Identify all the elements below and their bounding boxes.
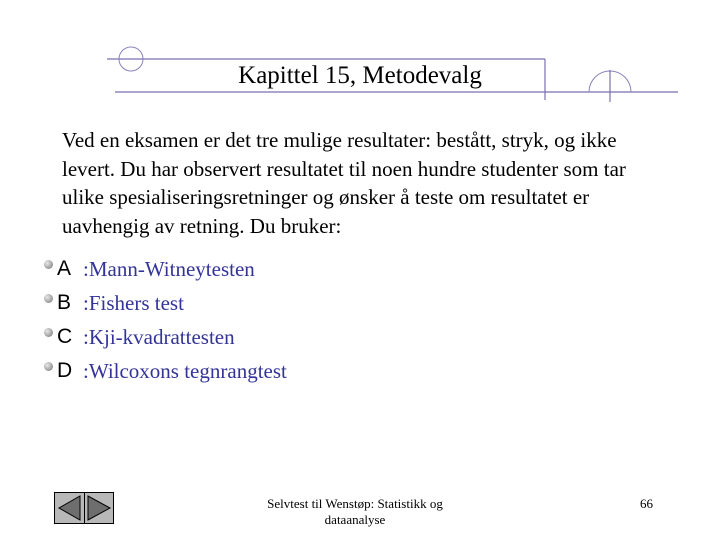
previous-slide-button[interactable]	[54, 492, 85, 524]
bullet-icon	[44, 294, 53, 303]
bullet-icon	[44, 328, 53, 337]
slide-navigation	[54, 492, 114, 522]
answer-options	[44, 252, 287, 388]
option-c[interactable]	[44, 320, 287, 354]
option-text: :Wilcoxons tegnrangtest	[83, 358, 287, 383]
option-text: :Fishers test	[83, 290, 184, 315]
footer-text	[245, 496, 465, 528]
option-letter: B	[57, 291, 72, 314]
question-text: Ved en eksamen er det tre mulige resultater: bestått, stryk, og ikke levert. Du har observert resultatet til noen hundre studenter som tar ulike spesialiseringsretninger og ønsker å teste om resultatet er uavhengig av retning. Du bruker:	[62, 128, 626, 238]
right-triangle-icon	[85, 493, 114, 523]
next-slide-button[interactable]	[85, 492, 115, 524]
option-d[interactable]	[44, 354, 287, 388]
title-decoration	[0, 0, 720, 120]
option-letter: A	[57, 257, 72, 280]
bullet-icon	[44, 362, 53, 371]
option-text: :Kji-kvadrattesten	[83, 324, 235, 349]
footer-line-1: Selvtest til Wenstøp: Statistikk og	[267, 496, 443, 511]
left-triangle-icon	[55, 493, 84, 523]
option-text: :Mann-Witneytesten	[83, 256, 255, 281]
slide-title: Kapittel 15, Metodevalg	[238, 62, 482, 89]
bullet-icon	[44, 260, 53, 269]
footer-line-2: dataanalyse	[324, 512, 386, 527]
page-number: 66	[640, 496, 653, 511]
option-b[interactable]	[44, 286, 287, 320]
option-letter: C	[57, 325, 73, 348]
option-letter: D	[57, 359, 73, 382]
option-a[interactable]	[44, 252, 287, 286]
